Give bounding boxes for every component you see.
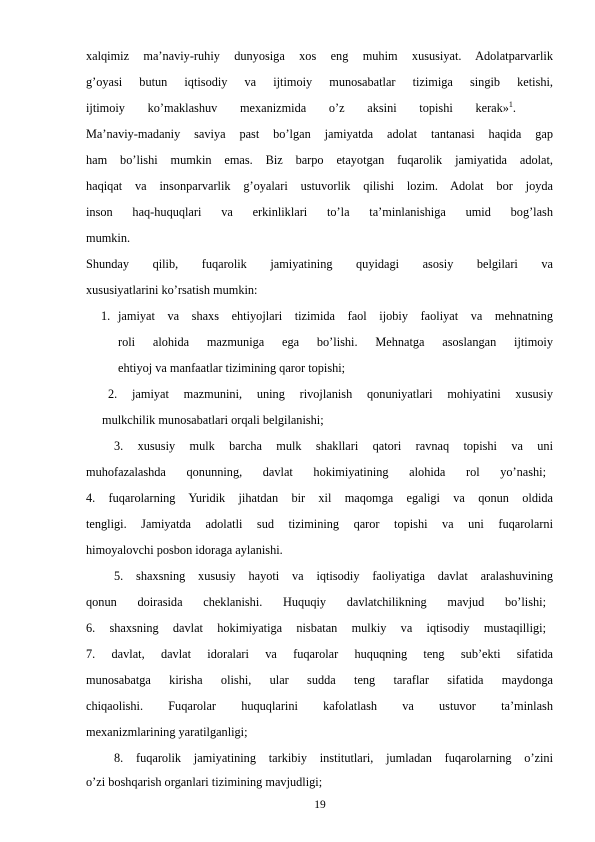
text-line: chiqaolishi. Fuqarolar huquqlarini kafolatlash va ustuvor ta’minlash xyxy=(86,699,553,713)
text-line: xalqimiz ma’naviy-ruhiy dunyosiga xos eng muhim xususiyat. Adolatparvarlik xyxy=(86,49,553,63)
text-span: . xyxy=(512,101,516,115)
text-line: Ma’naviy-madaniy saviya past bo’lgan jamiyatda adolat tantanasi haqida gap xyxy=(86,127,553,141)
page-number: 19 xyxy=(314,799,326,811)
text-line: mumkin. xyxy=(86,231,131,245)
text-line: 8. fuqarolik jamiyatining tarkibiy institutlari, jumladan fuqarolarning o’zini xyxy=(114,751,553,765)
text-line: muhofazalashda qonunning, davlat hokimiyatining alohida rol yo’nashi; xyxy=(86,465,546,479)
text-line: roli alohida mazmuniga ega bo’lishi. Mehnatga asoslangan ijtimoiy xyxy=(118,335,553,349)
text-line: himoyalovchi posbon idoraga aylanishi. xyxy=(86,543,283,557)
footnote-marker[interactable]: 1 xyxy=(508,100,513,109)
text-line: qonun doirasida cheklanishi. Huquqiy davlatchilikning mavjud bo’lishi; xyxy=(86,595,546,609)
text-line xyxy=(86,100,516,116)
text-line: tengligi. Jamiyatda adolatli sud tizimining qaror topishi va uni fuqarolarni xyxy=(86,517,553,531)
text-line: 3. xususiy mulk barcha mulk shakllari qatori ravnaq topishi va uni xyxy=(114,439,553,453)
text-line: 6. shaxsning davlat hokimiyatiga nisbatan mulkiy va iqtisodiy mustaqilligi; xyxy=(86,621,546,635)
text-span: ijtimoiy ko’maklashuv mexanizmida o’z aksini topishi kerak» xyxy=(86,101,509,115)
text-line: mulkchilik munosabatlari orqali belgilanishi; xyxy=(102,413,324,427)
text-line: 2. jamiyat mazmunini, uning rivojlanish qonuniyatlari mohiyatini xususiy xyxy=(108,387,553,401)
text-line: xususiyatlarini ko’rsatish mumkin: xyxy=(86,283,258,297)
text-line: ehtiyoj va manfaatlar tizimining qaror topishi; xyxy=(118,361,346,375)
text-line: inson haq-huquqlari va erkinliklari to’la ta’minlanishiga umid bog’lash xyxy=(86,205,553,219)
text-line: g’oyasi butun iqtisodiy va ijtimoiy munosabatlar tizimiga singib ketishi, xyxy=(86,75,553,89)
text-line: 4. fuqarolarning Yuridik jihatdan bir xil maqomga egaligi va qonun oldida xyxy=(86,491,553,505)
text-line: Shunday qilib, fuqarolik jamiyatining quyidagi asosiy belgilari va xyxy=(86,257,553,271)
text-line: haqiqat va insonparvarlik g’oyalari ustuvorlik qilishi lozim. Adolat bor joyda xyxy=(86,179,553,193)
text-line: 7. davlat, davlat idoralari va fuqarolar huquqning teng sub’ekti sifatida xyxy=(86,647,553,661)
text-line: 5. shaxsning xususiy hayoti va iqtisodiy faoliyatiga davlat aralashuvining xyxy=(114,569,553,583)
text-line: o’zi boshqarish organlari tizimining mavjudligi; xyxy=(86,775,323,789)
list-number: 1. xyxy=(101,309,111,323)
text-line: jamiyat va shaxs ehtiyojlari tizimida faol ijobiy faoliyat va mehnatning xyxy=(118,309,553,323)
text-line: mexanizmlarining yaratilganligi; xyxy=(86,725,248,739)
text-line: ham bo’lishi mumkin emas. Biz barpo etayotgan fuqarolik jamiyatida adolat, xyxy=(86,153,553,167)
text-line: munosabatga kirisha olishi, ular sudda teng taraflar sifatida maydonga xyxy=(86,673,553,687)
